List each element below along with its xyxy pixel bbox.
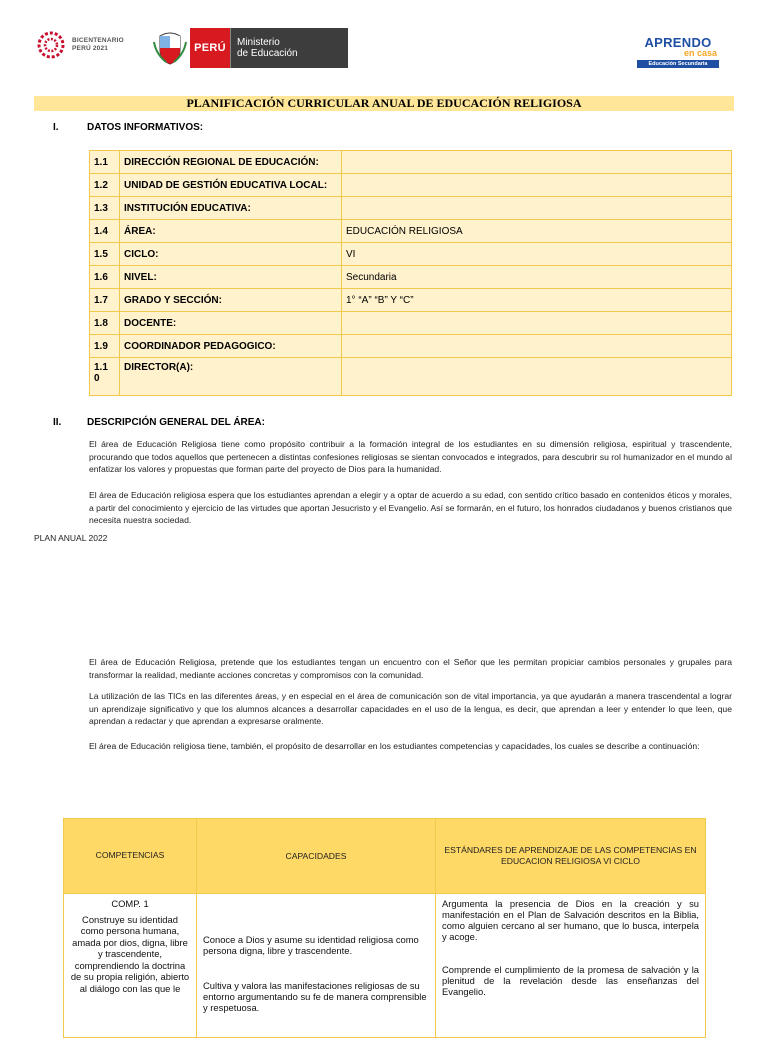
section-number: I.	[53, 122, 59, 133]
table-row	[90, 289, 732, 312]
bicentenario-logo	[36, 30, 124, 60]
competencia-title: COMP. 1	[111, 898, 149, 909]
peru-coat-of-arms-icon	[152, 28, 188, 68]
description-paragraph: El área de Educación religiosa espera que los estudiantes aprendan a elegir y a optar de acuerdo a su edad, con sentido crítico basado en contenidos éticos y morales, a partir del conocimiento y ejercicio de las virtudes que aportan Jesucristo y el Evangelio. Así se formarán, en el futuro, los honrados ciudadanos y buenos cristianos que necesita nuestra sociedad.	[89, 490, 732, 526]
row-number: 1.4	[90, 220, 120, 243]
table-row	[90, 312, 732, 335]
page-footer: PLAN ANUAL 2022	[34, 533, 108, 543]
ministerio-line2: de Educación	[237, 48, 298, 59]
row-number: 1.7	[90, 289, 120, 312]
aprendo-sub: en casa	[683, 48, 717, 58]
aprendo-band: Educación Secundaria	[637, 60, 719, 68]
bicentenario-line2: PERÚ 2021	[72, 45, 109, 52]
table-row	[90, 243, 732, 266]
capacidad-item: Cultiva y valora las manifestaciones religiosas de su entorno argumentando su fe de manera comprensible y respetuosa.	[203, 980, 427, 1013]
row-number: 1.1	[90, 151, 120, 174]
competencia-cell	[64, 894, 197, 1038]
document-title: PLANIFICACIÓN CURRICULAR ANUAL DE EDUCACIÓN RELIGIOSA	[34, 96, 734, 111]
table-row	[64, 894, 706, 1038]
aprendo-en-casa-logo	[637, 36, 719, 68]
row-label: COORDINADOR PEDAGOGICO:	[120, 335, 342, 358]
row-value: VI	[342, 243, 732, 266]
aprendo-title: APRENDO	[644, 35, 712, 50]
document-header	[34, 22, 734, 78]
table-row	[90, 220, 732, 243]
row-number: 1.8	[90, 312, 120, 335]
competencia-text: Construye su identidad como persona humana, amada por dios, digna, libre y trascendente, comprendiendo la doctrina de su propia religión, abierto al diálogo con las que le	[70, 913, 190, 994]
description-paragraph: El área de Educación Religiosa tiene como propósito contribuir a la formación integral de los estudiantes en su dimensión religiosa, espiritual y trascendente, procurando que todos aquellos que pertenecen a distintas confesiones religiosas se sientan convocados e integrados, para descubrir su rol humanizador en el mundo al enfatizar los valores y propuestas que forman parte del proyecto de Dios para la humanidad.	[89, 439, 732, 475]
estandar-item: Argumenta la presencia de Dios en la creación y su manifestación en el Plan de Salvación descritos en la Biblia, como alguien cercano al ser humano, que lo busca, interpela y acoge.	[442, 898, 699, 942]
row-label: DOCENTE:	[120, 312, 342, 335]
section-heading-descripcion	[53, 417, 265, 428]
datos-informativos-table	[89, 150, 732, 396]
table-row	[90, 174, 732, 197]
bicentenario-emblem-icon	[36, 30, 66, 60]
table-row	[90, 266, 732, 289]
row-label: GRADO Y SECCIÓN:	[120, 289, 342, 312]
bicentenario-line1: BICENTENARIO	[72, 37, 124, 44]
row-label: CICLO:	[120, 243, 342, 266]
competencias-table	[63, 818, 706, 1038]
column-header-capacidades: CAPACIDADES	[197, 819, 436, 894]
row-value	[342, 151, 732, 174]
section-heading-datos	[53, 122, 203, 133]
row-label: ÁREA:	[120, 220, 342, 243]
row-number: 1.3	[90, 197, 120, 220]
row-label: DIRECCIÓN REGIONAL DE EDUCACIÓN:	[120, 151, 342, 174]
ministerio-line1: Ministerio	[237, 37, 280, 48]
row-number: 1.2	[90, 174, 120, 197]
description-paragraph: La utilización de las TICs en las diferentes áreas, y en especial en el área de comunicación son de vital importancia, ya que ayudarán a manera trascendental a lograr un aprendizaje significativo y que los alumnos alcances a desarrollar capacidades en el uso de la lengua, es decir, que aprendan a leer y entender lo que leen, que aprendan a redactar y que aprendan a expresarse oralmente.	[89, 691, 732, 727]
row-value	[342, 174, 732, 197]
column-header-estandares: ESTÁNDARES DE APRENDIZAJE DE LAS COMPETENCIAS EN EDUCACION RELIGIOSA VI CICLO	[436, 819, 706, 894]
row-label: NIVEL:	[120, 266, 342, 289]
ministerio-label	[230, 28, 348, 68]
row-label: INSTITUCIÓN EDUCATIVA:	[120, 197, 342, 220]
estandares-cell	[436, 894, 706, 1038]
table-row	[90, 335, 732, 358]
row-number: 1.5	[90, 243, 120, 266]
row-value: EDUCACIÓN RELIGIOSA	[342, 220, 732, 243]
row-number: 1.6	[90, 266, 120, 289]
row-value: 1° “A” “B” Y “C”	[342, 289, 732, 312]
row-value	[342, 335, 732, 358]
column-header-competencias: COMPETENCIAS	[64, 819, 197, 894]
peru-label: PERÚ	[190, 28, 230, 68]
table-row	[90, 358, 732, 396]
row-value	[342, 312, 732, 335]
row-value: Secundaria	[342, 266, 732, 289]
row-label: DIRECTOR(A):	[120, 358, 342, 396]
section-number: II.	[53, 417, 62, 428]
table-row	[90, 151, 732, 174]
row-value	[342, 358, 732, 396]
description-paragraph: El área de Educación Religiosa, pretende que los estudiantes tengan un encuentro con el Señor que les permitan propiciar cambios personales y grupales para transformar la realidad, mediante acciones concretas y compromisos con la comunidad.	[89, 657, 732, 680]
row-number: 1.9	[90, 335, 120, 358]
section-label: DESCRIPCIÓN GENERAL DEL ÁREA:	[87, 417, 265, 428]
row-number: 1.1 0	[90, 358, 120, 396]
capacidad-item: Conoce a Dios y asume su identidad religiosa como persona digna, libre y trascendente.	[203, 934, 419, 956]
table-row	[90, 197, 732, 220]
row-label: UNIDAD DE GESTIÓN EDUCATIVA LOCAL:	[120, 174, 342, 197]
section-label: DATOS INFORMATIVOS:	[87, 122, 204, 133]
row-value	[342, 197, 732, 220]
estandar-item: Comprende el cumplimiento de la promesa de salvación y la plenitud de la revelación desde las enseñanzas del Evangelio.	[442, 964, 699, 997]
description-paragraph: El área de Educación religiosa tiene, también, el propósito de desarrollar en los estudiantes competencias y capacidades, los cuales se describe a continuación:	[89, 741, 700, 751]
capacidades-cell	[197, 894, 436, 1038]
